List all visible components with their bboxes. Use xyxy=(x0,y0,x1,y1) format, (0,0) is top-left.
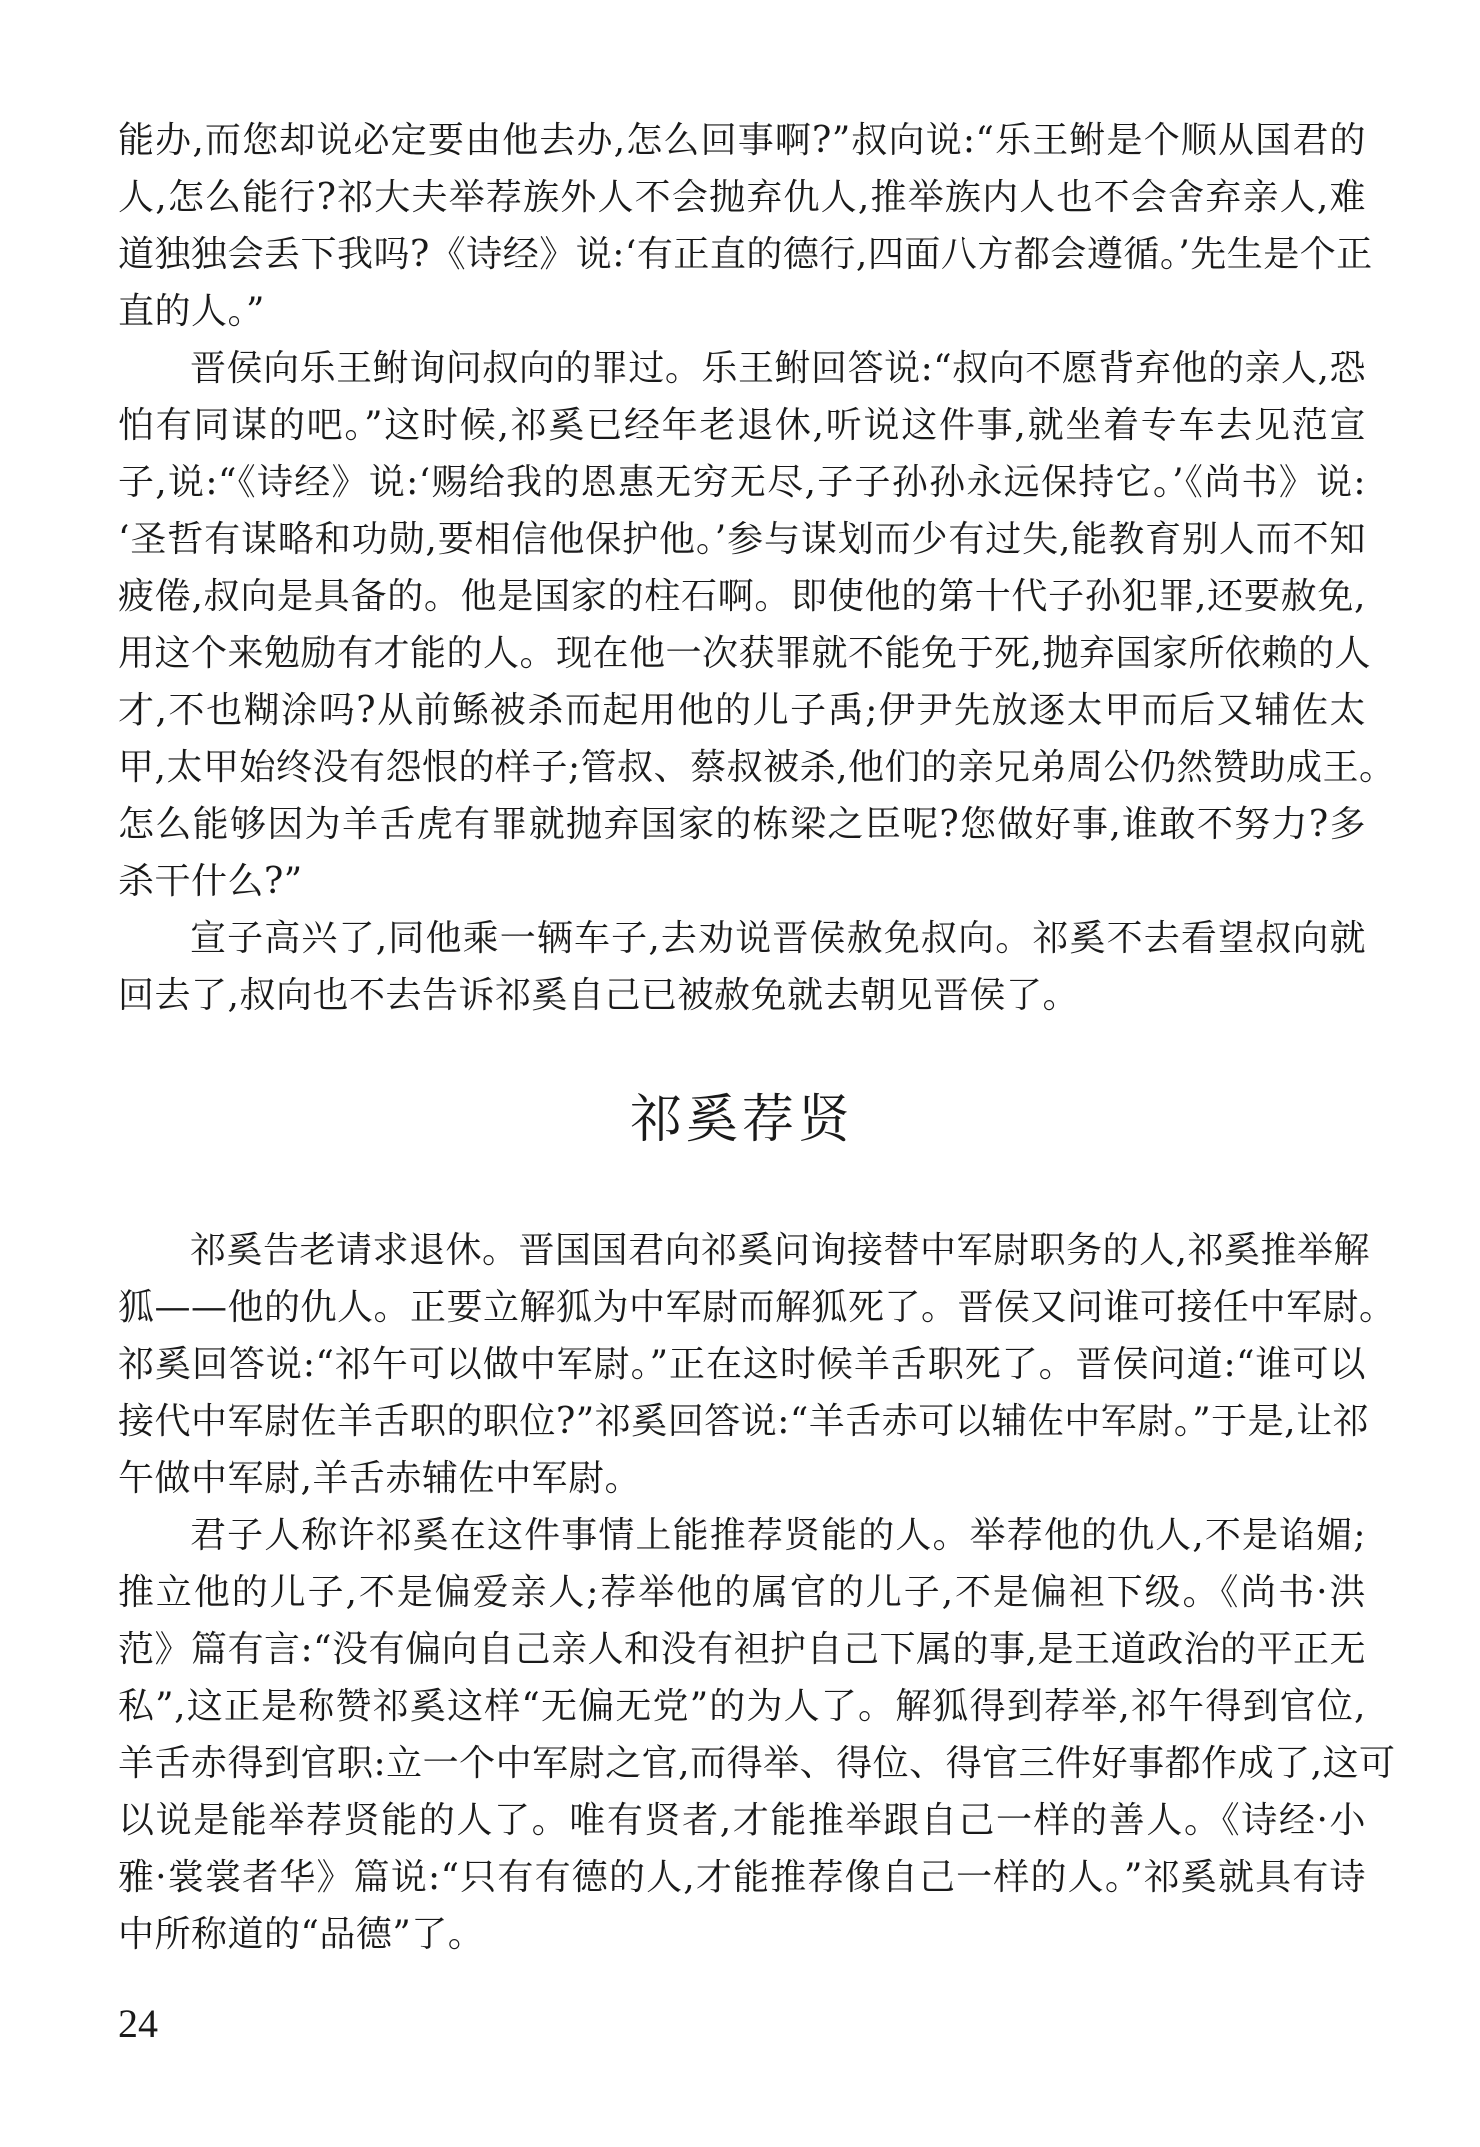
text-line: 祁奚告老请求退休。晋国国君向祁奚问询接替中军尉职务的人,祁奚推举解 xyxy=(190,1230,1370,1271)
paragraph xyxy=(118,340,1396,910)
text-line: 杀干什么?” xyxy=(118,861,303,902)
page-number: 24 xyxy=(118,2001,158,2046)
text-line: ‘圣哲有谋略和功勋,要相信他保护他。’参与谋划而少有过失,能教育别人而不知 xyxy=(118,519,1366,560)
text-line: 推立他的儿子,不是偏爱亲人;荐举他的属官的儿子,不是偏袒下级。《尚书·洪 xyxy=(118,1572,1366,1613)
text-line: 中所称道的“品德”了。 xyxy=(118,1914,485,1955)
text-line: 私”,这正是称赞祁奚这样“无偏无党”的为人了。解狐得到荐举,祁午得到官位, xyxy=(118,1686,1366,1727)
text-line: 祁奚回答说:“祁午可以做中军尉。”正在这时候羊舌职死了。晋侯问道:“谁可以 xyxy=(118,1344,1366,1385)
text-line: 怎么能够因为羊舌虎有罪就抛弃国家的栋梁之臣呢?您做好事,谁敢不努力?多 xyxy=(118,804,1366,845)
text-line: 甲,太甲始终没有怨恨的样子;管叔、蔡叔被杀,他们的亲兄弟周公仍然赞助成王。 xyxy=(118,747,1396,788)
text-line: 怕有同谋的吧。”这时候,祁奚已经年老退休,听说这件事,就坐着专车去见范宣 xyxy=(118,405,1366,446)
text-line: 以说是能举荐贤能的人了。唯有贤者,才能推举跟自己一样的善人。《诗经·小 xyxy=(118,1800,1366,1841)
section-title: 祁奚荐贤 xyxy=(629,1090,854,1150)
page-body xyxy=(118,112,1396,1963)
text-line: 羊舌赤得到官职:立一个中军尉之官,而得举、得位、得官三件好事都作成了,这可 xyxy=(118,1743,1396,1784)
text-line: 用这个来勉励有才能的人。现在他一次获罪就不能免于死,抛弃国家所依赖的人 xyxy=(118,633,1371,674)
text-line: 雅·裳裳者华》篇说:“只有有德的人,才能推荐像自己一样的人。”祁奚就具有诗 xyxy=(118,1857,1366,1898)
paragraph xyxy=(118,112,1373,340)
text-line: 晋侯向乐王鲋询问叔向的罪过。乐王鲋回答说:“叔向不愿背弃他的亲人,恐 xyxy=(190,348,1366,389)
text-line: 接代中军尉佐羊舌职的职位?”祁奚回答说:“羊舌赤可以辅佐中军尉。”于是,让祁 xyxy=(118,1401,1370,1442)
paragraph xyxy=(118,1507,1396,1963)
text-line: 直的人。” xyxy=(118,291,265,332)
text-line: 宣子高兴了,同他乘一辆车子,去劝说晋侯赦免叔向。祁奚不去看望叔向就 xyxy=(190,918,1366,959)
text-line: 午做中军尉,羊舌赤辅佐中军尉。 xyxy=(118,1458,641,1499)
text-line: 道独独会丢下我吗?《诗经》说:‘有正直的德行,四面八方都会遵循。’先生是个正 xyxy=(118,234,1373,275)
text-line: 范》篇有言:“没有偏向自己亲人和没有袒护自己下属的事,是王道政治的平正无 xyxy=(118,1629,1366,1670)
paragraph xyxy=(118,910,1366,1024)
section-gap xyxy=(118,1024,1366,1076)
text-line: 能办,而您却说必定要由他去办,怎么回事啊?”叔向说:“乐王鲋是个顺从国君的 xyxy=(118,120,1366,161)
text-line: 子,说:“《诗经》说:‘赐给我的恩惠无穷无尽,子子孙孙永远保持它。’《尚书》说: xyxy=(118,462,1366,503)
title-gap xyxy=(118,1160,1366,1222)
text-line: 才,不也糊涂吗?从前鲧被杀而起用他的儿子禹;伊尹先放逐太甲而后又辅佐太 xyxy=(118,690,1366,731)
text-line: 君子人称许祁奚在这件事情上能推荐贤能的人。举荐他的仇人,不是谄媚; xyxy=(190,1515,1366,1556)
text-line: 回去了,叔向也不去告诉祁奚自己已被赦免就去朝见晋侯了。 xyxy=(118,975,1079,1016)
text-line: 狐——他的仇人。正要立解狐为中军尉而解狐死了。晋侯又问谁可接任中军尉。 xyxy=(118,1287,1396,1328)
text-line: 人,怎么能行?祁大夫举荐族外人不会抛弃仇人,推举族内人也不会舍弃亲人,难 xyxy=(118,177,1366,218)
text-line: 疲倦,叔向是具备的。他是国家的柱石啊。即使他的第十代子孙犯罪,还要赦免, xyxy=(118,576,1366,617)
paragraph xyxy=(118,1222,1396,1507)
